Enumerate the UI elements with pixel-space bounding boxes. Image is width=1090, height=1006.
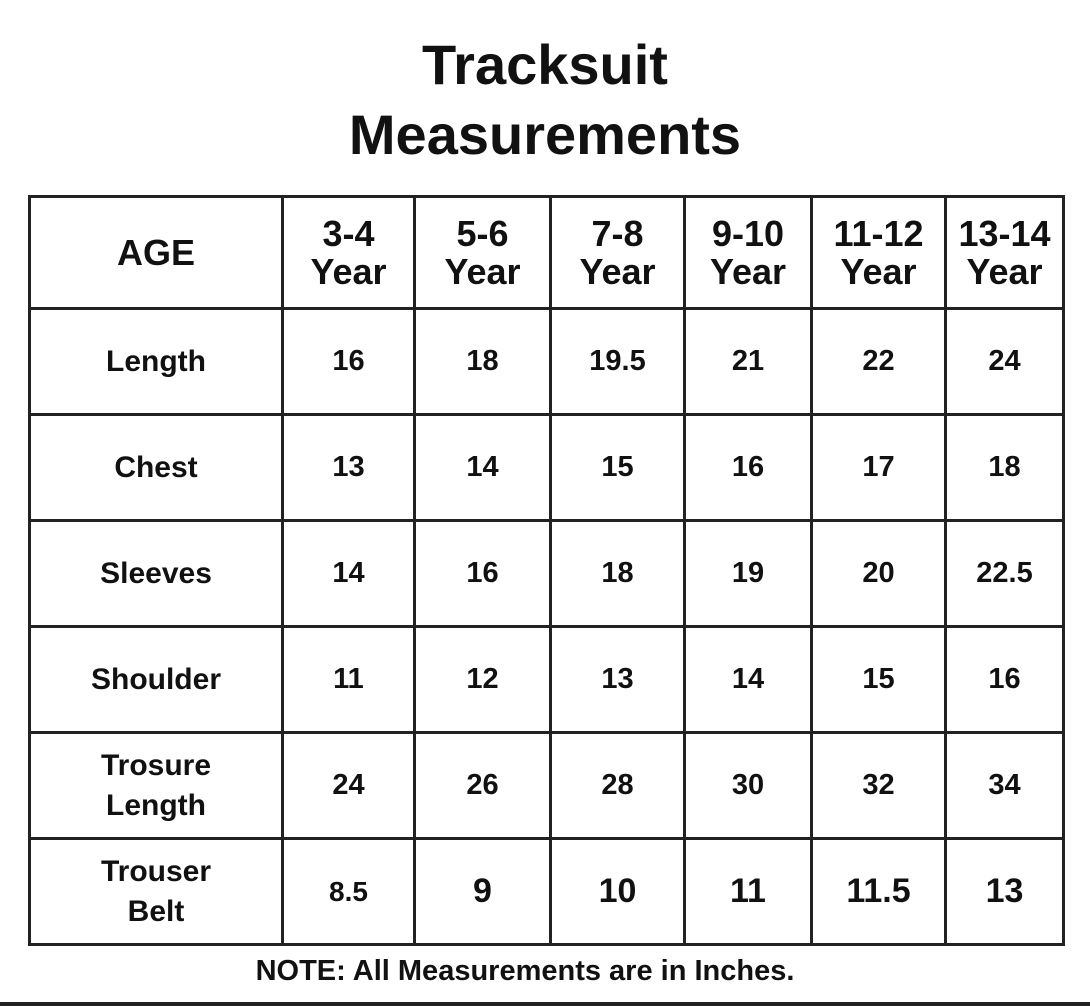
row-label-text: Shoulder [90, 662, 221, 696]
table-cell: 22 [812, 309, 946, 415]
row-label-text: Chest [114, 450, 198, 484]
table-cell: 11.5 [812, 839, 946, 945]
measurements-table [28, 195, 1065, 946]
table-cell: 18 [946, 415, 1064, 521]
column-range: 13-14 [958, 212, 1051, 254]
table-cell: 22.5 [946, 521, 1064, 627]
column-header-11-12 [812, 197, 946, 309]
row-label-text: Trosure [100, 748, 212, 782]
table-cell: 21 [685, 309, 812, 415]
row-label-text: Trouser [100, 854, 212, 888]
title-line-2: Measurements [348, 103, 742, 166]
table-cell: 28 [551, 733, 685, 839]
table-cell: 20 [812, 521, 946, 627]
column-unit: Year [310, 250, 387, 292]
table-cell: 18 [551, 521, 685, 627]
table-cell: 18 [415, 309, 551, 415]
column-range: 9-10 [711, 212, 785, 254]
table-cell: 8.5 [283, 839, 415, 945]
table-cell: 30 [685, 733, 812, 839]
column-unit: Year [579, 250, 656, 292]
table-cell: 12 [415, 627, 551, 733]
units-note: NOTE: All Measurements are in Inches. [255, 955, 795, 987]
row-label-text: Length [106, 788, 206, 822]
row-label-trouser-belt [30, 839, 283, 945]
row-label-trosure-length [30, 733, 283, 839]
table-cell: 16 [685, 415, 812, 521]
column-range: 3-4 [322, 212, 375, 254]
table-row [30, 521, 1064, 627]
column-unit: Year [840, 250, 917, 292]
table-cell: 19.5 [551, 309, 685, 415]
column-unit: Year [966, 250, 1043, 292]
column-header-5-6 [415, 197, 551, 309]
table-cell: 15 [551, 415, 685, 521]
table-row [30, 733, 1064, 839]
column-header-9-10 [685, 197, 812, 309]
row-label-length [30, 309, 283, 415]
row-label-text: Length [106, 344, 206, 378]
table-cell: 26 [415, 733, 551, 839]
table-cell: 14 [283, 521, 415, 627]
table-cell: 15 [812, 627, 946, 733]
column-unit: Year [709, 250, 787, 292]
table-cell: 14 [685, 627, 812, 733]
table-cell: 16 [415, 521, 551, 627]
table-row [30, 839, 1064, 945]
column-range: 5-6 [456, 212, 509, 254]
table-row [30, 415, 1064, 521]
table-cell: 11 [685, 839, 812, 945]
column-unit: Year [444, 250, 521, 292]
column-range: 11-12 [833, 212, 924, 254]
table-cell: 13 [283, 415, 415, 521]
table-row [30, 309, 1064, 415]
row-label-shoulder [30, 627, 283, 733]
table-cell: 9 [415, 839, 551, 945]
table-cell: 24 [283, 733, 415, 839]
age-header: AGE [30, 197, 283, 309]
row-label-text: Sleeves [100, 556, 212, 590]
column-header-13-14 [946, 197, 1064, 309]
row-label-text: Belt [127, 894, 185, 928]
page-title [0, 30, 1090, 170]
table-cell: 11 [283, 627, 415, 733]
table-header-row [30, 197, 1064, 309]
table-cell: 16 [946, 627, 1064, 733]
title-line-1: Tracksuit [422, 33, 668, 96]
table-cell: 24 [946, 309, 1064, 415]
column-header-7-8 [551, 197, 685, 309]
table-cell: 32 [812, 733, 946, 839]
bottom-divider [0, 1002, 1090, 1006]
table-cell: 14 [415, 415, 551, 521]
table-cell: 13 [551, 627, 685, 733]
table-cell: 13 [946, 839, 1064, 945]
table-row [30, 627, 1064, 733]
row-label-sleeves [30, 521, 283, 627]
table-cell: 16 [283, 309, 415, 415]
table-cell: 10 [551, 839, 685, 945]
row-label-chest [30, 415, 283, 521]
table-cell: 34 [946, 733, 1064, 839]
column-range: 7-8 [591, 212, 644, 254]
table-cell: 17 [812, 415, 946, 521]
column-header-3-4 [283, 197, 415, 309]
table-cell: 19 [685, 521, 812, 627]
